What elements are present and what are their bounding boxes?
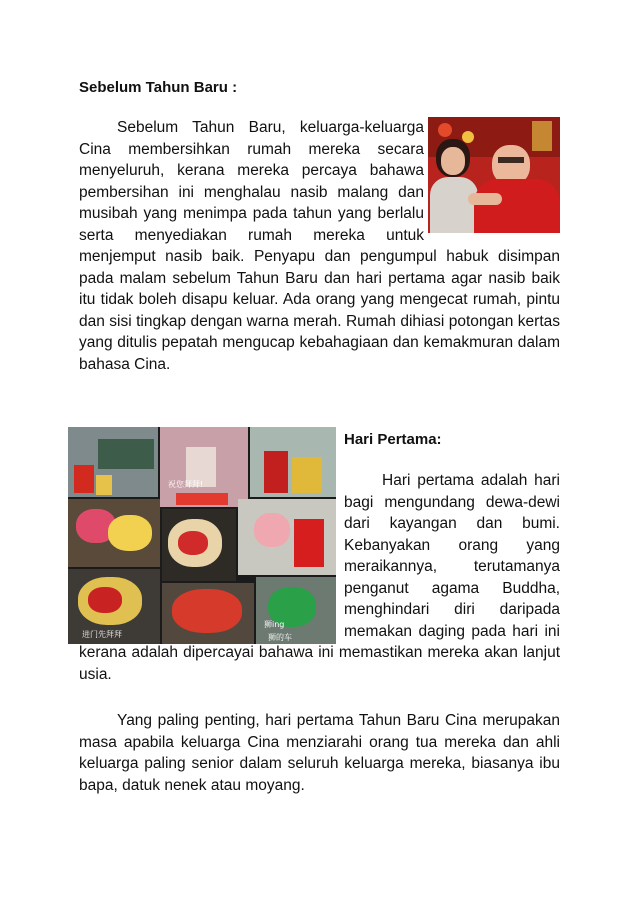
- collage-caption-2: 祝您拜拜!: [168, 480, 204, 489]
- collage-caption-3: 狮ing: [264, 620, 285, 629]
- paragraph-sebelum-tahun-baru: Sebelum Tahun Baru, keluarga-keluarga Cina membersihkan rumah mereka secara menyeluruh, kerana mereka percaya bahawa pembersihan ini menghalau nasib malang dan musibah yang menimpa pada tahun yang berlalu serta menyediakan rumah mereka untuk menjemput nasib baik. Penyapu dan pengumpul habuk disimpan pada malam sebelum Tahun Baru dan hari pertama agar nasib baik itu tidak boleh disapu keluar. Ada orang yang mengecat rumah, pintu dan sisi tingkap dengan warna merah. Rumah dihiasi potongan kertas yang ditulis pepatah mengucap kebahagiaan dan kemakmuran dalam bahasa Cina.: [79, 119, 560, 373]
- collage-caption-4: 狮的车: [268, 633, 292, 642]
- collage-caption-1: 进门先拜拜: [82, 630, 122, 639]
- paragraph-hari-pertama: Hari pertama adalah hari bagi mengundang dewa-dewi dari kayangan dan bumi. Kebanyakan orang yang meraikannya, terutamanya penganut agama Buddha, menghindari diri daripada memakan daging pada hari ini kerana adalah dipercayai bahawa ini memastikan mereka akan lanjut usia.: [79, 472, 560, 683]
- paragraph-kunjungan-keluarga: Yang paling penting, hari pertama Tahun Baru Cina merupakan masa apabila keluarga Cina menziarahi orang tua mereka dan ahli keluarga paling senior dalam seluruh keluarga mereka, biasanya ibu bapa, datuk nenek atau moyang.: [79, 712, 560, 794]
- heading-sebelum-tahun-baru: Sebelum Tahun Baru :: [79, 79, 238, 96]
- heading-hari-pertama: Hari Pertama:: [344, 431, 442, 448]
